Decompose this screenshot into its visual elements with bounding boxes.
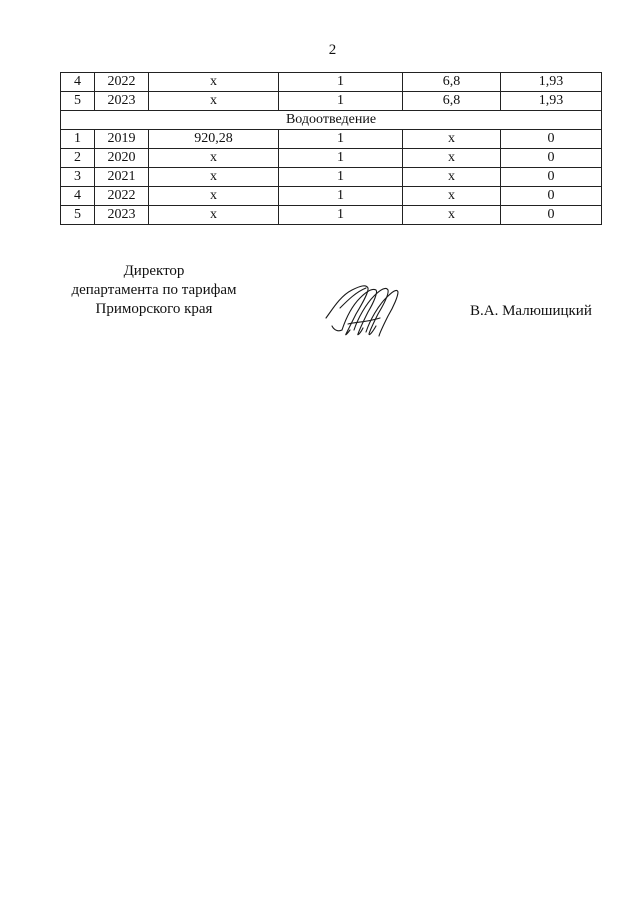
table-row (61, 73, 602, 92)
table-cell: 5 (61, 206, 95, 225)
section-header-row (61, 111, 602, 130)
table-cell: x (149, 92, 279, 111)
table-cell: 2022 (95, 187, 149, 206)
table-cell: 2022 (95, 73, 149, 92)
table-cell: x (149, 187, 279, 206)
table-cell: 1 (279, 206, 403, 225)
table-cell: x (403, 149, 501, 168)
table-cell: 1 (279, 187, 403, 206)
table-cell: 1 (279, 92, 403, 111)
table-cell: 2019 (95, 130, 149, 149)
page-number: 2 (328, 42, 337, 58)
table-cell: 1 (279, 73, 403, 92)
table-row (61, 168, 602, 187)
table-cell: x (149, 73, 279, 92)
table-cell: 1,93 (501, 73, 602, 92)
table-cell: 6,8 (403, 73, 501, 92)
table-cell: 2023 (95, 206, 149, 225)
table-cell: x (149, 168, 279, 187)
table-row (61, 130, 602, 149)
table-row (61, 92, 602, 111)
table-cell: x (149, 206, 279, 225)
table-cell: 2 (61, 149, 95, 168)
table-cell: 4 (61, 73, 95, 92)
table-cell: 0 (501, 149, 602, 168)
handwritten-signature (322, 278, 402, 338)
signer-name: В.А. Малюшицкий (470, 303, 592, 319)
position-line: Директор (123, 263, 185, 279)
table-cell: 1,93 (501, 92, 602, 111)
table-cell: 1 (279, 130, 403, 149)
table-cell: 0 (501, 130, 602, 149)
table-cell: 0 (501, 206, 602, 225)
table-cell: 0 (501, 187, 602, 206)
table-cell: x (149, 149, 279, 168)
table-cell: 0 (501, 168, 602, 187)
table-cell: 1 (61, 130, 95, 149)
table-cell: x (403, 206, 501, 225)
table-cell: 2020 (95, 149, 149, 168)
table-row (61, 206, 602, 225)
table-cell: 6,8 (403, 92, 501, 111)
section-title: Водоотведение (61, 111, 602, 130)
table-row (61, 149, 602, 168)
table-cell: 3 (61, 168, 95, 187)
table-cell: x (403, 187, 501, 206)
position-line: Приморского края (95, 301, 213, 317)
table-cell: x (403, 168, 501, 187)
table-cell: 1 (279, 168, 403, 187)
table-cell: 1 (279, 149, 403, 168)
table-cell: 4 (61, 187, 95, 206)
position-line: департамента по тарифам (71, 282, 237, 298)
signatory-position (54, 262, 254, 319)
table-cell: x (403, 130, 501, 149)
table-cell: 2021 (95, 168, 149, 187)
table-cell: 2023 (95, 92, 149, 111)
table-cell: 920,28 (149, 130, 279, 149)
table-cell: 5 (61, 92, 95, 111)
table-row (61, 187, 602, 206)
tariff-table (60, 72, 602, 225)
